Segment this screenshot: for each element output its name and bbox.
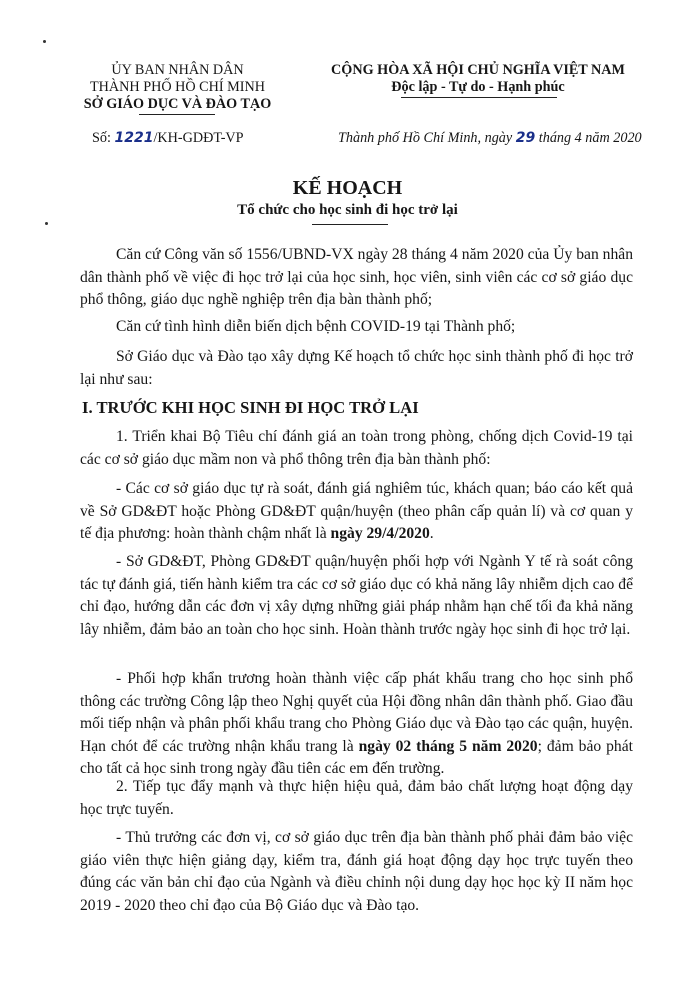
bullet-inspection: - Sở GD&ĐT, Phòng GD&ĐT quận/huyện phối hợp với Ngành Y tế rà soát công tác tự đánh giá, tiến hành kiểm tra các cơ sở giáo dục có khả năng lây nhiễm dịch cao để chỉ đạo, hướng dẫn các đơn vị xây dựng những giải pháp nhằm hạn chế tối đa khả năng lây nhiễm, đảm bảo an toàn cho học sinh. Hoàn thành trước ngày học sinh đi học trở lại. — [80, 553, 633, 638]
paragraph-covid-situation: Căn cứ tình hình diễn biến dịch bệnh COVID-19 tại Thành phố; — [116, 318, 516, 335]
header-right — [318, 62, 638, 96]
agency-name: ỦY BAN NHÂN DÂN — [111, 62, 244, 78]
scan-speck — [45, 222, 48, 225]
paragraph-legal-basis: Căn cứ Công văn số 1556/UBND-VX ngày 28 tháng 4 năm 2020 của Ủy ban nhân dân thành phố về việc đi học trở lại của học sinh, học viên, sinh viên các cơ sở giáo dục phổ thông, giáo dục nghề nghiệp trên địa bàn thành phố; — [80, 246, 633, 309]
bullet-online-teaching: - Thủ trưởng các đơn vị, cơ sở giáo dục trên địa bàn thành phố phải đảm bảo việc giáo viên thực hiện giảng dạy, kiểm tra, đánh giá hoạt động dạy học trực tuyến theo đúng các văn bản chỉ đạo của Ngành và điều chỉnh nội dung dạy học học kỳ II năm học 2019 - 2020 theo chỉ đạo của Bộ Giáo dục và Đào tạo. — [80, 829, 633, 914]
department-name: SỞ GIÁO DỤC VÀ ĐÀO TẠO — [83, 96, 272, 112]
handwritten-number: 1221 — [114, 130, 154, 146]
document-title: KẾ HOẠCH — [292, 177, 403, 199]
paragraph-plan-intro: Sở Giáo dục và Đào tạo xây dựng Kế hoạch tổ chức học sinh thành phố đi học trở lại như sau: — [80, 348, 633, 388]
motto: Độc lập - Tự do - Hạnh phúc — [391, 79, 565, 95]
deadline-2: ngày 02 tháng 5 năm 2020 — [358, 737, 538, 755]
city-name: THÀNH PHỐ HỒ CHÍ MINH — [90, 79, 265, 95]
subtitle-underline — [312, 224, 388, 225]
country-name: CỘNG HÒA XÃ HỘI CHỦ NGHĨA VIỆT NAM — [331, 62, 625, 78]
scan-speck — [43, 40, 46, 43]
header-left — [55, 62, 300, 113]
item-1: 1. Triển khai Bộ Tiêu chí đánh giá an toàn trong phòng, chống dịch Covid-19 tại các cơ sở giáo dục mầm non và phổ thông trên địa bàn thành phố: — [80, 428, 633, 468]
document-subtitle: Tổ chức cho học sinh đi học trở lại — [237, 202, 458, 218]
header-left-underline — [139, 114, 215, 115]
place-date: Thành phố Hồ Chí Minh, ngày 29 tháng 4 năm 2020 — [338, 130, 642, 146]
bullet-face-masks: - Phối hợp khẩn trương hoàn thành việc cấp phát khẩu trang cho học sinh phổ thông các trường Công lập theo Nghị quyết của Hội đồng nhân dân thành phố. Giao đầu mối tiếp nhận và phân phối khẩu trang cho Phòng Giáo dục và Đào tạo các quận, huyện. Hạn chót để các trường nhận khẩu trang là ngày 02 tháng 5 năm 2020; đảm bảo phát cho tất cả học sinh trong ngày đầu tiên các em đến trường. — [80, 670, 633, 778]
section-heading-1: I. TRƯỚC KHI HỌC SINH ĐI HỌC TRỞ LẠI — [82, 398, 419, 417]
item-2: 2. Tiếp tục đẩy mạnh và thực hiện hiệu quả, đảm bảo chất lượng hoạt động dạy học trực tuyến. — [80, 778, 633, 818]
deadline-1: ngày 29/4/2020 — [330, 525, 430, 543]
header-right-underline — [401, 97, 557, 98]
bullet-self-assessment: - Các cơ sở giáo dục tự rà soát, đánh giá nghiêm túc, khách quan; báo cáo kết quả về Sở GD&ĐT hoặc Phòng GD&ĐT quận/huyện (theo phân cấp quản lí) và cơ quan y tế địa phương: hoàn thành chậm nhất là ngày 29/4/2020. — [80, 480, 633, 543]
handwritten-day: 29 — [515, 130, 536, 146]
document-number: Số: 1221/KH-GDĐT-VP — [92, 130, 244, 146]
